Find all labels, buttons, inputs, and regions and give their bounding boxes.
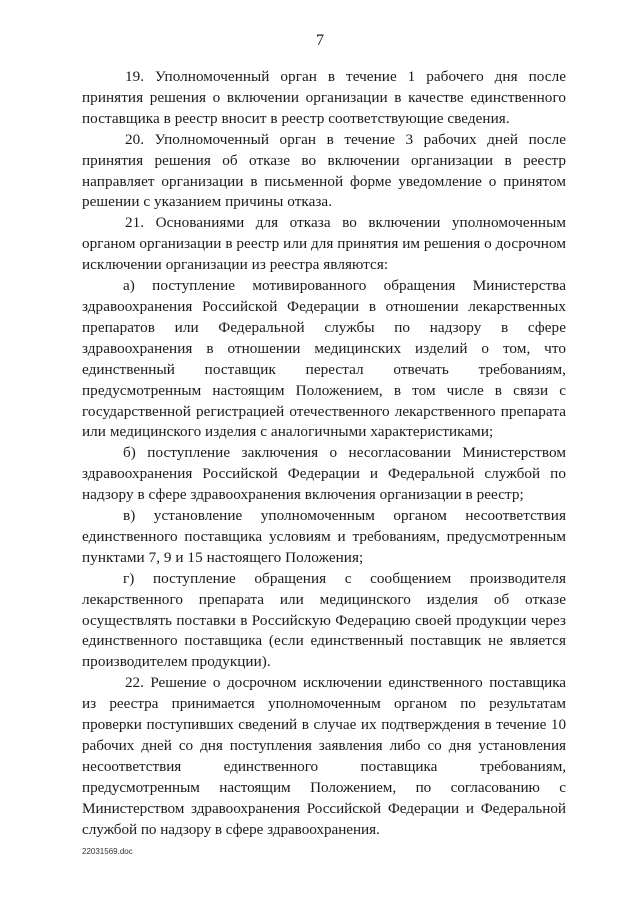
paragraph-21-c: в) установление уполномоченным органом несоответствия единственного поставщика условиям и требованиям, предусмотренным пунктами 7, 9 и 15 настоящего Положения; <box>82 507 566 566</box>
paragraph-21-d: г) поступление обращения с сообщением производителя лекарственного препарата или медицинского изделия об отказе осуществлять поставки в Российскую Федерацию своей продукции через единственного поставщика (если единственный поставщик не является производителем продукции). <box>82 569 566 671</box>
paragraph-21-b: б) поступление заключения о несогласовании Министерством здравоохранения Российской Федерации и Федеральной службой по надзору в сфере здравоохранения включения организации в реестр; <box>82 444 566 504</box>
paragraph-19: 19. Уполномоченный орган в течение 1 рабочего дня после принятия решения о включении организации в качестве единственного поставщика в реестр вносит в реестр соответствующие сведения. <box>82 68 566 127</box>
document-body <box>82 67 566 841</box>
paragraph-21: 21. Основаниями для отказа во включении уполномоченным органом организации в реестр или для принятия им решения о досрочном исключении организации из реестра являются: <box>82 214 566 274</box>
paragraph-21-a: а) поступление мотивированного обращения Министерства здравоохранения Российской Федерации в отношении лекарственных препаратов или Федеральной службы по надзору в сфере здравоохранения в отношении медицинских изделий о том, что единственный поставщик перестал отвечать требованиям, предусмотренным настоящим Положением, в том числе в связи с государственной регистрацией отечественного лекарственного препарата или медицинского изделия с аналогичными характеристиками; <box>82 277 566 441</box>
page-number: 7 <box>316 32 324 49</box>
paragraph-22: 22. Решение о досрочном исключении единственного поставщика из реестра принимается уполномоченным органом по результатам проверки поступивших сведений в случае их подтверждения в течение 10 рабочих дней со дня поступления заявления либо со дня установления несоответствия единственного поставщика требованиям, предусмотренным настоящим Положением, по согласованию с Министерством здравоохранения Российской Федерации и Федеральной службой по надзору в сфере здравоохранения. <box>82 674 566 838</box>
paragraph-20: 20. Уполномоченный орган в течение 3 рабочих дней после принятия решения об отказе во включении организации в реестр направляет организации в письменной форме уведомление о принятом решении с указанием причины отказа. <box>82 130 566 211</box>
document-file-code: 22031569.doc <box>82 847 133 856</box>
